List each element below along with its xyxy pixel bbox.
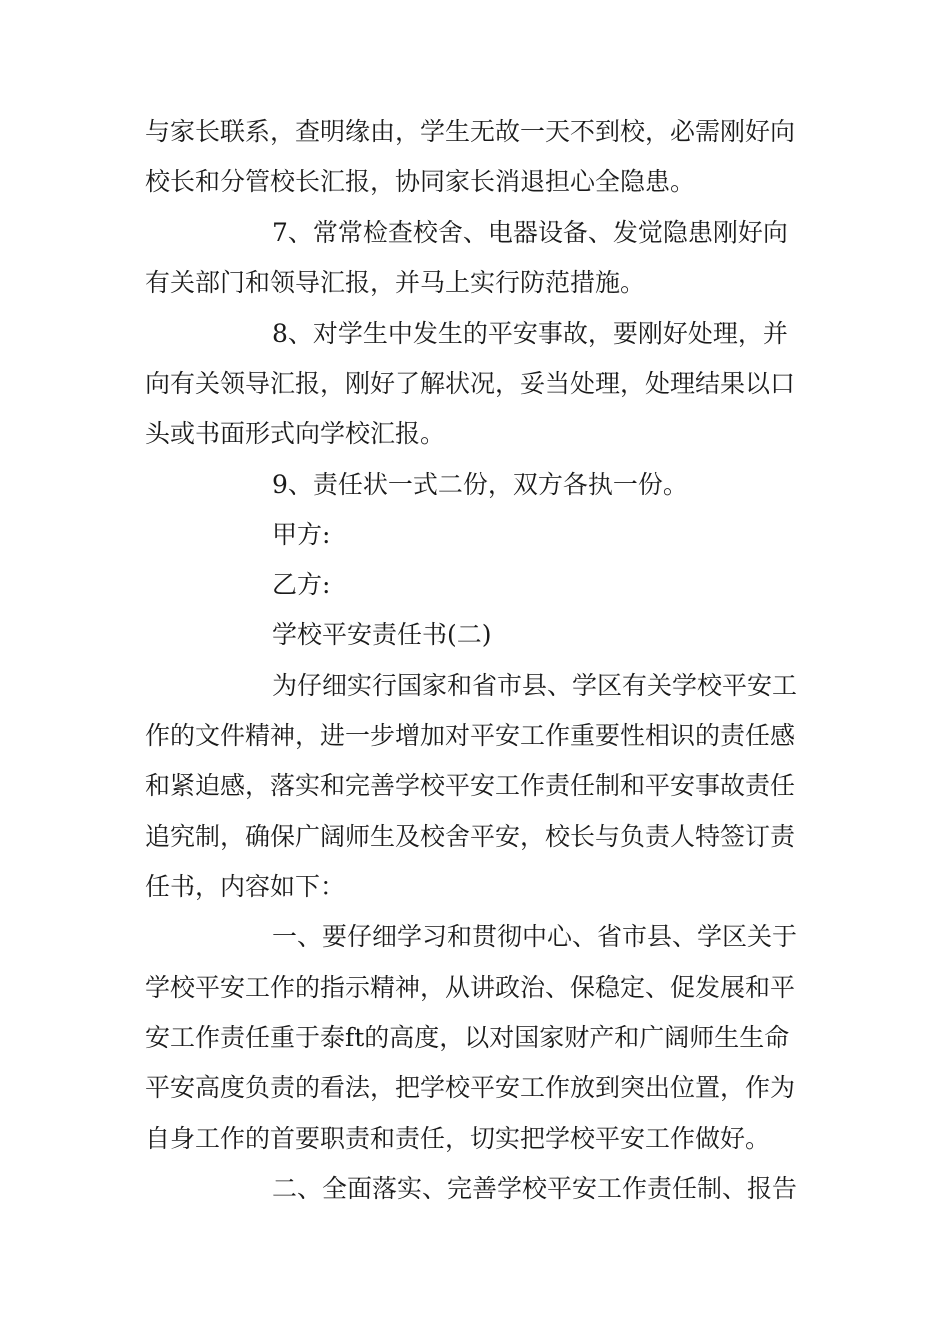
clause-one-start: 一、要仔细学习和贯彻中心、省市县、学区关于 xyxy=(272,922,798,951)
text-line: 校长和分管校长汇报，协同家长消退担心全隐患。 xyxy=(145,167,696,196)
paragraph-item-8: 8、对学生中发生的平安事故，要刚好处理，并 xyxy=(272,319,788,348)
text-line: 向有关领导汇报，刚好了解状况，妥当处理，处理结果以口 xyxy=(145,369,796,398)
party-a-label: 甲方: xyxy=(272,520,331,549)
text-line: 追究制，确保广阔师生及校舍平安，校长与负责人特签订责 xyxy=(145,822,796,851)
text-line: 安工作责任重于泰ft的高度，以对国家财产和广阔师生生命 xyxy=(145,1023,790,1052)
text-line: 有关部门和领导汇报，并马上实行防范措施。 xyxy=(145,268,646,297)
intro-paragraph-start: 为仔细实行国家和省市县、学区有关学校平安工 xyxy=(272,671,798,700)
section-title: 学校平安责任书(二) xyxy=(272,620,492,649)
party-b-label: 乙方: xyxy=(272,570,331,599)
paragraph-item-9: 9、责任状一式二份，双方各执一份。 xyxy=(272,470,688,499)
text-line: 学校平安工作的指示精神，从讲政治、保稳定、促发展和平 xyxy=(145,973,796,1002)
text-line: 任书，内容如下： xyxy=(145,872,346,901)
clause-two-start: 二、全面落实、完善学校平安工作责任制、报告 xyxy=(272,1174,798,1203)
text-line: 与家长联系，查明缘由，学生无故一天不到校，必需刚好向 xyxy=(145,117,796,146)
text-line: 和紧迫感，落实和完善学校平安工作责任制和平安事故责任 xyxy=(145,771,796,800)
paragraph-item-7: 7、常常检查校舍、电器设备、发觉隐患刚好向 xyxy=(272,218,788,247)
text-line: 头或书面形式向学校汇报。 xyxy=(145,419,446,448)
text-line: 作的文件精神，进一步增加对平安工作重要性相识的责任感 xyxy=(145,721,796,750)
text-line: 平安高度负责的看法，把学校平安工作放到突出位置，作为 xyxy=(145,1073,796,1102)
text-line: 自身工作的首要职责和责任，切实把学校平安工作做好。 xyxy=(145,1124,771,1153)
